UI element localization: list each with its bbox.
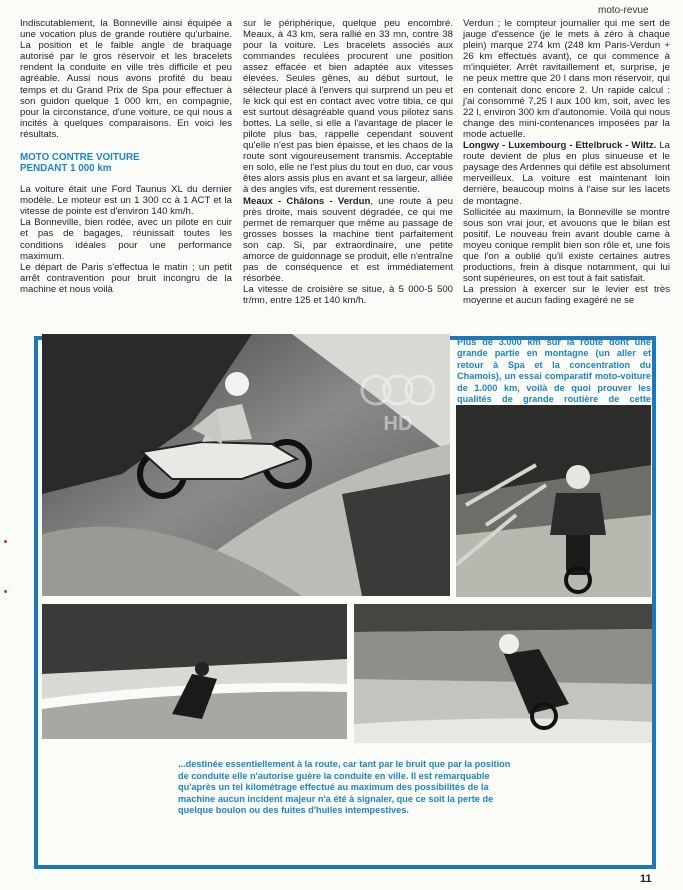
watermark-logo xyxy=(358,370,438,440)
route-heading: Meaux - Châlons - Verdun xyxy=(243,195,371,207)
photo-rider-track xyxy=(354,604,652,743)
route-heading: Longwy - Luxembourg - Ettelbruck - Wiltz. xyxy=(463,140,657,152)
section-title xyxy=(20,152,232,174)
paragraph: La vitesse de croisière se situe, à 5 000-5 500 tr/mn, entre 125 et 140 km/h. xyxy=(243,284,453,307)
paragraph: Sollicitée au maximum, la Bonneville se montre sous son vrai jour, et avouons que le bilan est positif. Le nouveau frein avant double came à moyeu conique remplit bien son rôle et, une fois que l'on a oublié qu'il existe certaines autres productions, frein à disque notamment, qui lui sont supérieures, on est tout à fait satisfait. xyxy=(463,206,670,285)
section-title-line-1: MOTO CONTRE VOITURE xyxy=(20,152,140,164)
paragraph: Indiscutablement, la Bonneville ainsi équipée a une vocation plus de grande routière qu'urbaine. La position et le faible angle de braquage autorisé par le gros réservoir et les bracelets rendent la conduite en ville très difficile et peu agréable. Aussi nous avons profité du beau temps et du Grand Prix de Spa pour effectuer à son guidon quelque 1 000 km, en compagnie, pour la circonstance, d'une voiture, ce qui nous a incités à quelques comparaisons. En voici les résultats. xyxy=(20,18,232,140)
paragraph: sur le périphérique, quelque peu encombré. Meaux, à 43 km, sera rallié en 33 mn, contre 38 pour la voiture. Les bracelets associés aux commandes reculées procurent une position assez effacée et bien adaptée aux vitesses élevées. Seules gênes, au début surtout, le sélecteur placé à l'envers qui surprend un peu et le kick qui est en contact avec votre tibia, ce qui est surtout désagréable quand vous pilotez sans bottes. La selle, si elle a l'avantage de placer le pilote plus bas, rappelle cependant souvent qu'elle n'est pas bien épaisse, et les chaos de la route sont vigoureusement transmis. Acceptable en solo, elle ne l'est plus du tout en duo, car vous êtes alors assis plus en avant et sa largeur, alliée à des angles vifs, est durement ressentie. xyxy=(243,18,453,196)
photo-caption-bottom: ...destinée essentiellement à la route, car tant par le bruit que par la position de conduite elle n'autorise guère la conduite en ville. Il est remarquable qu'après un tel kilométrage effectué au maximum des possibilités de la machine aucun incident majeur n'a été à signaler, que ce soit la perte de quelque boulon ou des fuites d'huiles intempestives. xyxy=(178,759,511,816)
paragraph: La pression à exercer sur le levier est très moyenne et aucun fading exagéré ne se xyxy=(463,284,670,307)
paragraph: Verdun ; le compteur journalier qui me sert de jauge d'essence (je le mets à zéro à chaque plein) marque 274 km (248 km Paris-Verdun + 26 km effectués avant), ce qui commence à m'inquiéter. Arrêt ravitaillement et, surprise, je ne peux mettre que 20 l dans mon réservoir, qui en contenait donc encore 2. Un rapide calcul : j'ai consommé 7,25 l aux 100 km, soit, avec les 22 l, environ 300 km d'autonomie. Voilà qui nous change des mini-contenances imposées par la mode actuelle. xyxy=(463,18,670,140)
watermark-text: HD xyxy=(383,413,413,435)
section-title-line-2: PENDANT 1 000 km xyxy=(20,163,112,175)
photo-rider-woods xyxy=(456,405,651,597)
page-number: 11 xyxy=(640,873,652,885)
running-header: moto-revue xyxy=(598,5,649,16)
paragraph xyxy=(243,196,453,285)
paragraph-text: La route devient de plus en plus sinueuse et le paysage des Ardennes qui défile est absolument merveilleux. La voiture est maintenant loin derrière, beaucoup moins à l'aise sur les lacets de montagne. xyxy=(463,140,670,207)
photo-rider-bend xyxy=(42,604,347,739)
article-column-1 xyxy=(20,18,232,295)
paragraph: La Bonneville, bien rodée, avec un pilote en cuir et pas de bagages, réunissait toutes les conditions idéales pour une performance maximum. xyxy=(20,217,232,262)
paragraph: Le départ de Paris s'effectua le matin ; un petit arrêt contravention pour bruit incongru de la machine et nous voilà xyxy=(20,261,232,295)
paragraph-text: , une route à peu près droite, mais souvent dégradée, ce qui me permet de remarquer que même au passage de grosses bosses la machine tient parfaitement son cap. Si, par extraordinaire, une petite amorce de guidonnage se produit, elle n'entraîne pas de conséquence et est immédiatement résorbée. xyxy=(243,195,454,285)
photo-caption-top: Plus de 3.000 km sur la route dont une grande partie en montagne (un aller et retour à Spa et la concentration du Chamois), un essai comparatif moto-voiture de 1.000 km, voilà de quoi prouver les qualités de grande routière de cette xyxy=(457,337,651,405)
paragraph: La voiture était une Ford Taunus XL du dernier modèle. Le moteur est un 1 300 cc à 1 ACT et la vitesse de pointe est d'environ 140 km/h. xyxy=(20,184,232,218)
margin-mark xyxy=(4,540,7,543)
margin-mark xyxy=(4,590,7,593)
article-column-3 xyxy=(463,18,670,306)
article-column-2 xyxy=(243,18,453,306)
paragraph xyxy=(463,140,670,207)
